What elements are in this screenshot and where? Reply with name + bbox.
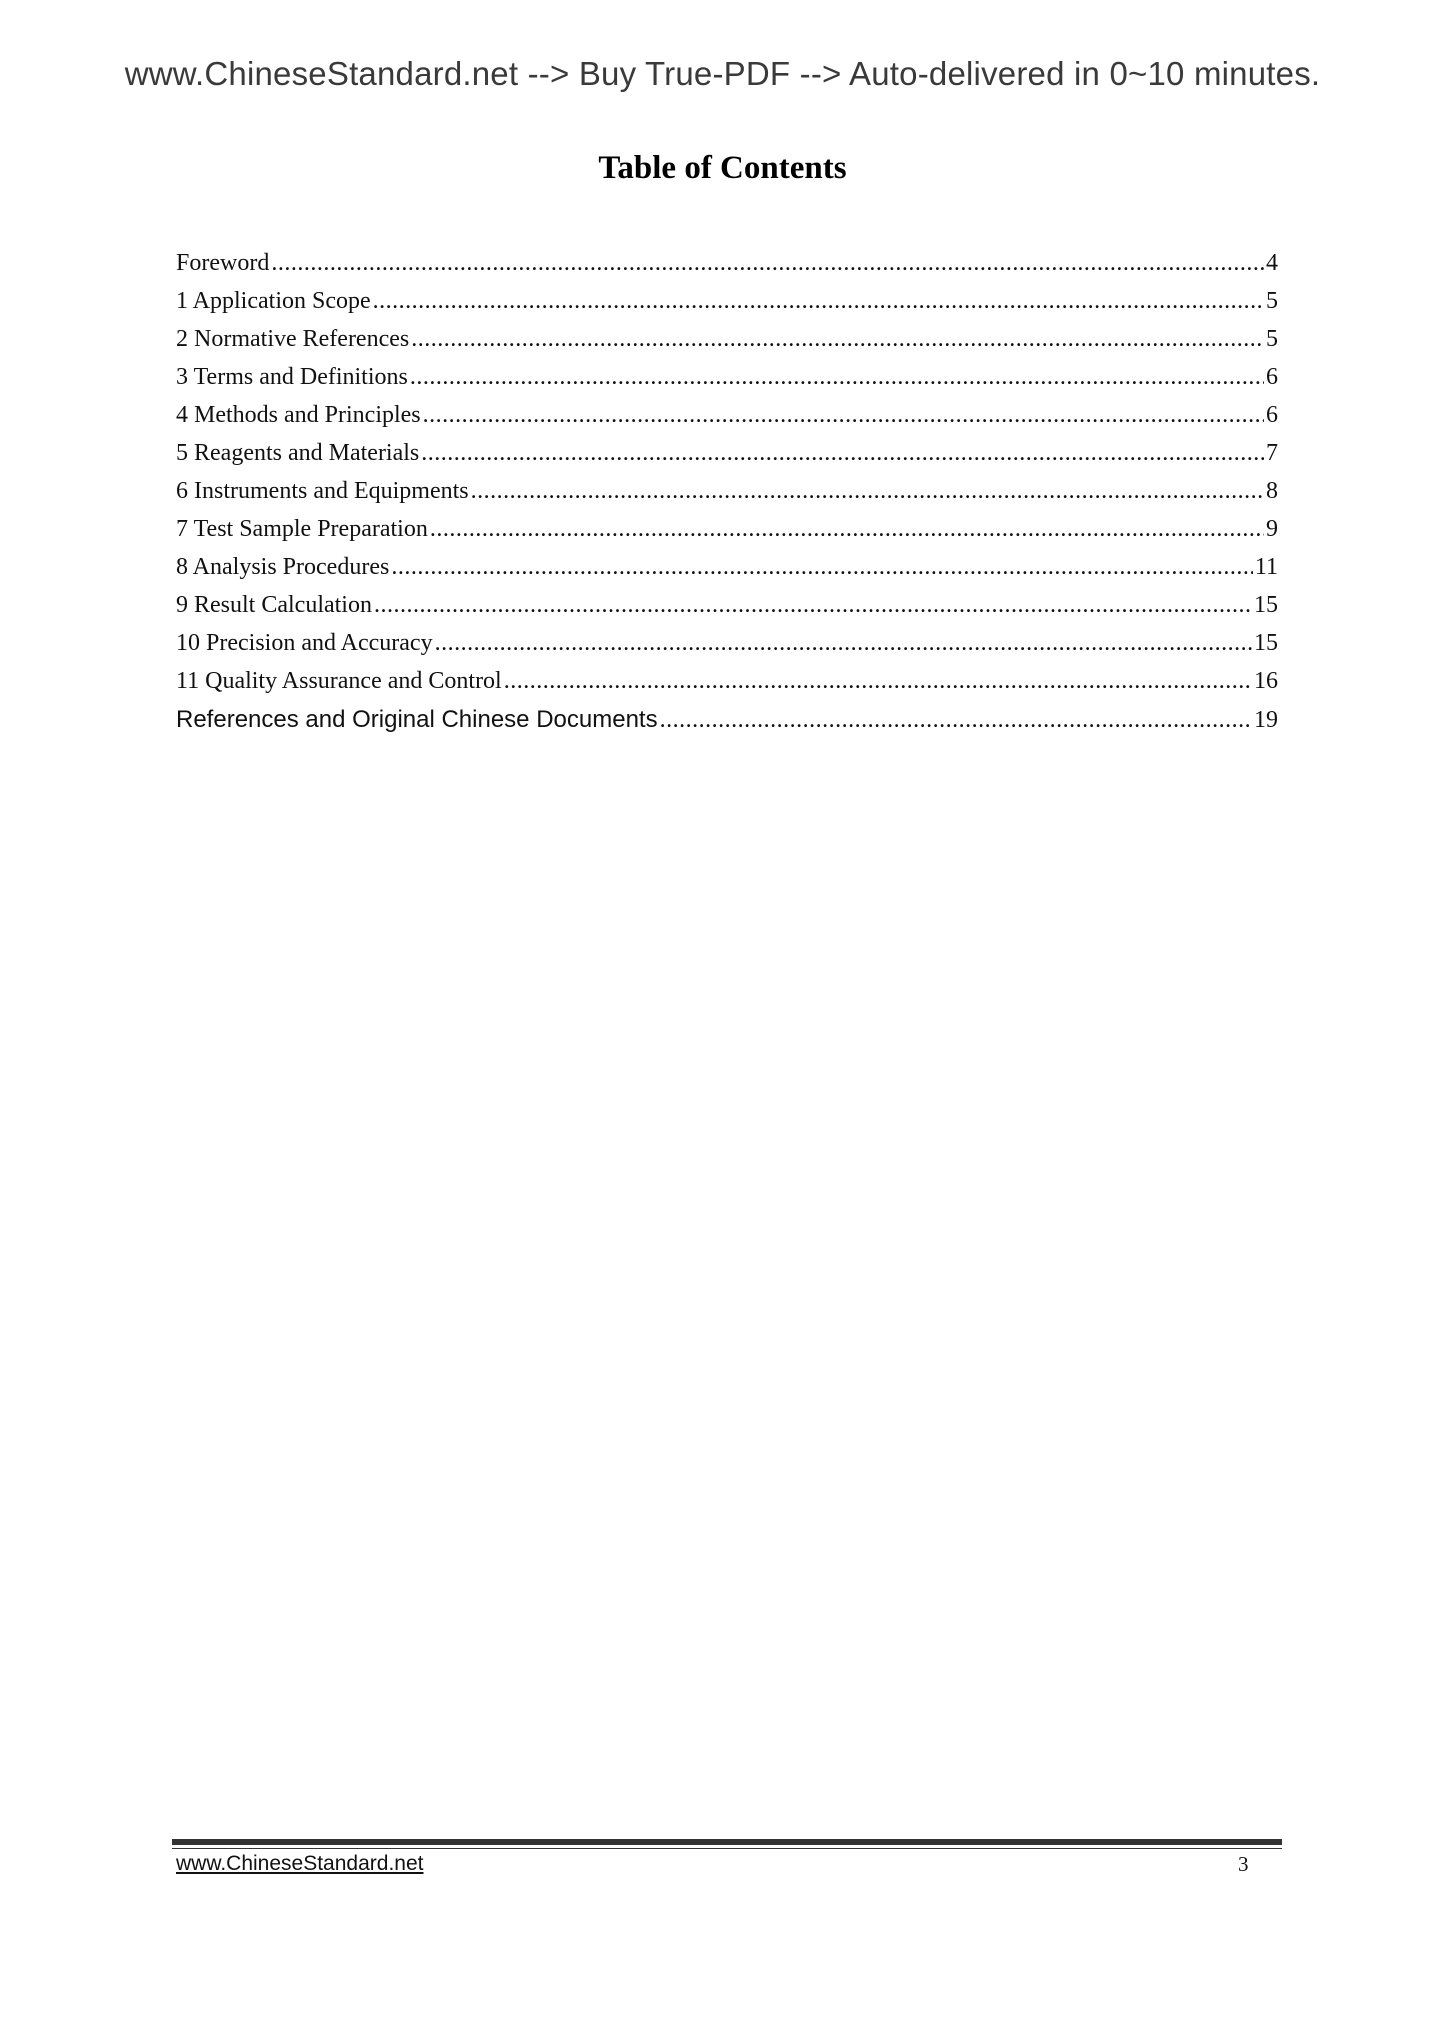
- toc-entry-label: 4 Methods and Principles: [176, 402, 421, 428]
- toc-entry-precision-and-accuracy[interactable]: [176, 630, 1278, 668]
- footer-page-number: 3: [1238, 1852, 1249, 1876]
- toc-dot-leader: [391, 554, 1253, 581]
- toc-entry-test-sample-preparation[interactable]: [176, 516, 1278, 554]
- toc-dot-leader: [660, 707, 1252, 734]
- footer-divider-thin: [172, 1848, 1282, 1849]
- toc-entry-page: 7: [1266, 440, 1278, 466]
- toc-entry-page: 15: [1254, 592, 1278, 618]
- toc-entry-page: 11: [1254, 554, 1278, 580]
- toc-entry-label: 5 Reagents and Materials: [176, 440, 420, 466]
- footer-website-link[interactable]: www.ChineseStandard.net: [176, 1852, 424, 1875]
- toc-entry-page: 19: [1254, 707, 1278, 733]
- toc-entry-page: 8: [1266, 478, 1278, 504]
- toc-entry-label: 9 Result Calculation: [176, 592, 372, 618]
- toc-entry-label: References and Original Chinese Documents: [176, 706, 658, 733]
- toc-dot-leader: [435, 630, 1252, 657]
- toc-dot-leader: [410, 364, 1264, 391]
- toc-dot-leader: [411, 326, 1264, 353]
- toc-dot-leader: [374, 592, 1252, 619]
- toc-dot-leader: [421, 440, 1264, 467]
- table-of-contents: [176, 250, 1278, 744]
- toc-dot-leader: [504, 668, 1252, 695]
- toc-dot-leader: [430, 516, 1264, 543]
- toc-dot-leader: [271, 250, 1264, 277]
- toc-entry-label: 10 Precision and Accuracy: [176, 630, 433, 656]
- toc-entry-quality-assurance-and-control[interactable]: [176, 668, 1278, 706]
- toc-entry-terms-and-definitions[interactable]: [176, 364, 1278, 402]
- toc-dot-leader: [373, 288, 1264, 315]
- toc-entry-label: 8 Analysis Procedures: [176, 554, 390, 580]
- toc-entry-page: 4: [1266, 250, 1278, 276]
- toc-entry-label: 3 Terms and Definitions: [176, 364, 408, 390]
- header-banner[interactable]: www.ChineseStandard.net --> Buy True-PDF --> Auto-delivered in 0~10 minutes.: [124, 55, 1321, 92]
- toc-entry-references-and-original-documents[interactable]: [176, 706, 1278, 744]
- toc-entry-analysis-procedures[interactable]: [176, 554, 1278, 592]
- toc-entry-application-scope[interactable]: [176, 288, 1278, 326]
- page-title: Table of Contents: [598, 150, 847, 186]
- toc-entry-page: 9: [1266, 516, 1278, 542]
- toc-dot-leader: [471, 478, 1264, 505]
- toc-entry-instruments-and-equipments[interactable]: [176, 478, 1278, 516]
- toc-entry-reagents-and-materials[interactable]: [176, 440, 1278, 478]
- toc-entry-page: 16: [1254, 668, 1278, 694]
- toc-entry-label: 11 Quality Assurance and Control: [176, 668, 502, 694]
- toc-entry-page: 6: [1266, 402, 1278, 428]
- toc-entry-page: 5: [1266, 288, 1278, 314]
- toc-entry-result-calculation[interactable]: [176, 592, 1278, 630]
- toc-entry-label: 7 Test Sample Preparation: [176, 516, 428, 542]
- footer-divider-thick: [172, 1839, 1282, 1845]
- toc-entry-normative-references[interactable]: [176, 326, 1278, 364]
- toc-entry-label: 6 Instruments and Equipments: [176, 478, 469, 504]
- toc-entry-label: 1 Application Scope: [176, 288, 371, 314]
- toc-entry-foreword[interactable]: [176, 250, 1278, 288]
- toc-dot-leader: [423, 402, 1264, 429]
- toc-entry-page: 15: [1254, 630, 1278, 656]
- toc-entry-page: 5: [1266, 326, 1278, 352]
- toc-entry-label: Foreword: [176, 250, 270, 276]
- toc-entry-page: 6: [1266, 364, 1278, 390]
- toc-entry-methods-and-principles[interactable]: [176, 402, 1278, 440]
- toc-entry-label: 2 Normative References: [176, 326, 410, 352]
